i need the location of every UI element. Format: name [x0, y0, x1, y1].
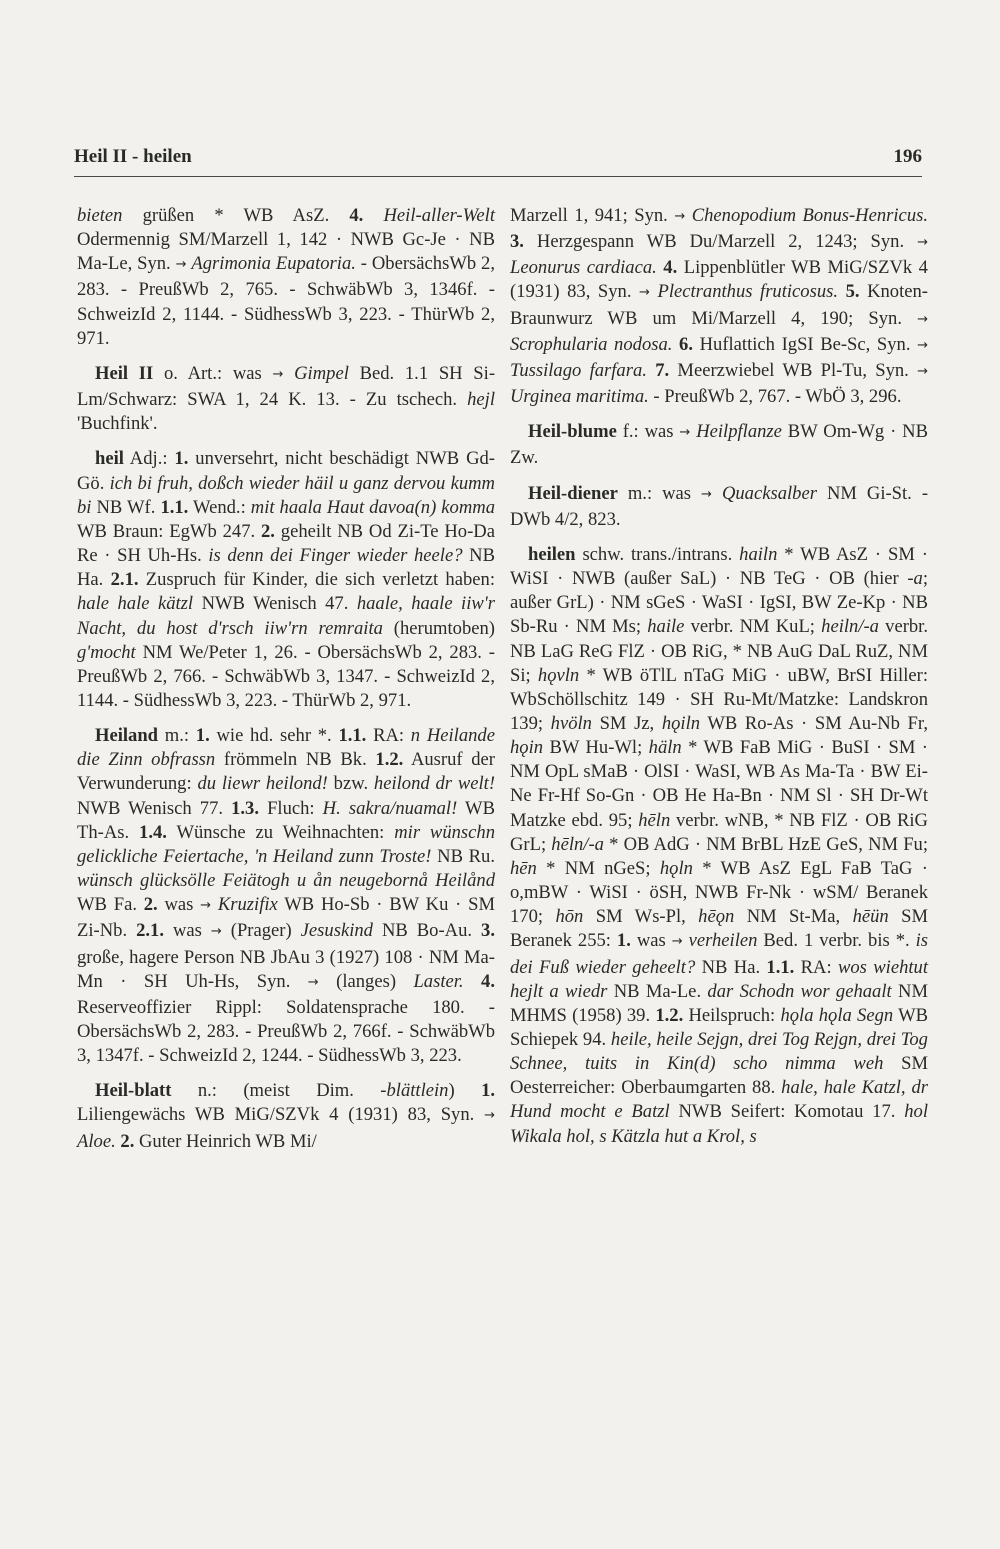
text-span: (langes): [318, 970, 414, 992]
text-span: bieten: [77, 205, 123, 226]
text-span: WB Ho-Sb · BW Ku · SM Zi-Nb.: [77, 894, 495, 942]
text-span: RA:: [794, 956, 838, 978]
text-span: Heilspruch:: [683, 1004, 781, 1026]
arrow-icon: →: [917, 337, 928, 353]
text-span: Odermennig SM/Marzell 1, 142 · NWB Gc-Je · NB Ma-Le, Syn.: [77, 229, 495, 275]
sense-number: 1.4.: [139, 821, 167, 843]
text-span: Leonurus cardiaca.: [510, 257, 657, 279]
text-span: hvöln: [550, 712, 592, 734]
text-span: Wend.:: [188, 496, 251, 518]
sense-number: 1.2.: [655, 1004, 684, 1026]
text-span: Gimpel: [294, 362, 349, 384]
text-span: du liewr heilond!: [197, 773, 328, 795]
text-span: Reserveoffizier Rippl: Soldatensprache 180. - ObersächsWb 2, 283. - PreußWb 2, 766f. - SchwäbWb 3, 1347f. - SchweizId 2, 1244. - SüdhessWb 3, 223.: [77, 996, 495, 1067]
sense-number: 2.: [143, 894, 158, 916]
text-span: WB Schiepek 94.: [510, 1004, 929, 1050]
text-span: unversehrt, nicht beschädigt NWB Gd-Gö.: [77, 448, 495, 494]
text-span: Agrimonia Eupatoria.: [191, 253, 356, 275]
text-span: Bed. 1.1 SH Si-Lm/Schwarz: SWA 1, 24 K. 13. - Zu tschech.: [77, 362, 496, 411]
text-span: haile: [647, 616, 685, 638]
text-span: NB Bo-Au.: [372, 920, 482, 942]
text-span: * OB AdG · NM BrBL HzE GeS, NM Fu;: [603, 833, 928, 855]
lemma: Heil-diener: [528, 482, 618, 504]
asterisk-mark: *: [317, 725, 328, 747]
text-span: frömmeln NB Bk.: [215, 749, 376, 771]
sense-number: 2.1.: [136, 920, 164, 942]
text-span: Heilpflanze: [696, 421, 782, 443]
text-span: Zuspruch für Kinder, die sich verletzt haben:: [138, 569, 495, 591]
text-span: Adj.:: [123, 448, 175, 470]
text-span: Knoten-Braunwurz WB um Mi/Marzell 4, 190; Syn.: [510, 281, 928, 329]
text-span: Marzell 1, 941; Syn.: [510, 205, 675, 226]
text-span: o. Art.: was: [153, 362, 273, 384]
text-span: wünsch glücksölle Feiätogh u ån neugebornå Heilånd: [77, 870, 495, 892]
arrow-icon: →: [671, 934, 683, 950]
sense-number: 1.3.: [231, 797, 259, 819]
text-span: * WB FaB MiG · BuSI · SM · NM OpL sMaB · OlSI · WaSI, WB As Ma-Ta · BW Ei-Ne Fr-Hf So-Gn · OB He Ha-Bn · NM Sl · SH Dr-Wt Matzke ebd. 95;: [510, 737, 929, 831]
sense-number: 1.1.: [338, 725, 367, 747]
text-span: [211, 894, 218, 915]
sense-number: 1.1.: [160, 496, 189, 518]
text-span: NB Wf.: [91, 496, 161, 518]
sense-number: 4.: [481, 970, 495, 992]
lemma: Heil II: [95, 362, 154, 384]
text-span: Wünsche zu Weihnachten:: [166, 821, 395, 843]
text-span: [464, 971, 481, 992]
text-span: schw. trans./intrans.: [575, 543, 740, 565]
sense-number: 1.: [195, 725, 210, 747]
text-span: f.: was: [616, 421, 680, 443]
text-span: hēn: [510, 857, 537, 879]
text-span: NWB Wenisch 77.: [77, 797, 232, 819]
text-span: haale, haale iiw'r Nacht, du host d'rsch iiw'rn remraita: [77, 593, 495, 639]
text-span: .: [327, 725, 339, 747]
text-span: verbr. NB LaG ReG FlZ · OB RiG, * NB AuG DaL RuZ, NM Si;: [510, 616, 928, 686]
entry-heil-i-continued: [77, 204, 495, 351]
text-span: Kruzifix: [217, 894, 278, 916]
running-header: [74, 146, 922, 177]
text-span: is dei Fuß wieder geheelt?: [510, 930, 928, 978]
lemma: Heil-blatt: [95, 1080, 172, 1102]
text-span: BW Om-Wg · NB Zw.: [510, 421, 928, 469]
text-span: H. sakra/nuamal!: [322, 797, 458, 819]
text-span: hale, hale Katzl, dr Hund mocht e Batzl: [510, 1077, 928, 1123]
text-span: hēln: [638, 809, 671, 831]
text-span: hǫiln: [661, 712, 701, 734]
text-span: NB Ru.: [431, 845, 496, 867]
text-span: Huflattich IgSI Be-Sc, Syn.: [692, 333, 918, 355]
text-span: 'Buchfink'.: [77, 413, 158, 435]
asterisk-mark: *: [895, 930, 905, 952]
text-span: mit haala Haut davoa(n) komma: [250, 496, 495, 518]
text-span: hǫln: [659, 857, 693, 879]
text-span: Ausruf der Verwunderung:: [77, 749, 495, 795]
text-span: hejl: [467, 389, 495, 411]
text-span: Liliengewächs WB MiG/SZVk 4 (1931) 83, Syn.: [77, 1104, 485, 1126]
entry-heil-blatt-continued: [510, 204, 928, 409]
text-span: hale hale kätzl: [77, 593, 194, 615]
entry-heil-blume: [510, 420, 928, 470]
text-span: SM Ws-Pl,: [583, 906, 699, 928]
text-span: hǫla hǫla Segn: [780, 1004, 894, 1026]
text-span: Aloe.: [77, 1130, 116, 1152]
arrow-icon: →: [701, 486, 712, 502]
entry-heil-diener: [510, 482, 928, 532]
arrow-icon: →: [917, 235, 928, 251]
sense-number: 2.: [261, 520, 275, 542]
arrow-icon: →: [175, 257, 187, 273]
text-span: hēln/-a: [551, 833, 604, 855]
arrow-icon: →: [917, 311, 928, 327]
sense-number: 7.: [655, 359, 670, 381]
sense-number: 4.: [349, 205, 364, 226]
text-span: geheilt NB Od Zi-Te Ho-Da Re · SH Uh-Hs.: [77, 520, 495, 567]
sense-number: 1.: [616, 930, 631, 952]
text-span: NM We/Peter 1, 26. - ObersächsWb 2, 283. - PreußWb 2, 766. - SchwäbWb 3, 1347. - SchweizId 2, 1144. - SüdhessWb 3, 223. - ThürWb 2, 971.: [77, 641, 495, 711]
text-span: große, hagere Person NB JbAu 3 (1927) 108 · NM Ma-Mn · SH Uh-Hs, Syn.: [77, 946, 495, 992]
lemma: Heil-blume: [528, 421, 617, 443]
text-span: SM Beranek 255:: [510, 906, 928, 952]
text-span: NM MHMS (1958) 39.: [510, 980, 928, 1026]
text-span: hēǫn: [698, 906, 735, 928]
text-span: ; außer GrL) · NM sGeS · WaSI · IgSI, BW Ze-Kp · NB Sb-Ru · NM Ms;: [510, 568, 928, 638]
text-span: heilond dr welt!: [373, 773, 496, 795]
entry-heilen: [510, 543, 928, 1149]
text-span: WB Braun: EgWb 247.: [77, 520, 261, 542]
arrow-icon: →: [674, 209, 686, 224]
text-span: grüßen: [122, 205, 215, 226]
arrow-icon: →: [272, 366, 284, 382]
text-span: -a: [907, 568, 923, 590]
text-span: was: [163, 920, 211, 942]
text-span: BW Hu-Wl;: [543, 737, 649, 759]
lemma: Heiland: [95, 725, 159, 747]
text-span: n.: (meist Dim.: [171, 1080, 381, 1102]
lemma: heilen: [528, 543, 576, 565]
text-span: NM Gi-St. - DWb 4/2, 823.: [510, 482, 929, 530]
sense-number: 1.: [174, 448, 189, 470]
asterisk-mark: *: [214, 205, 224, 226]
sense-number: 3.: [510, 231, 524, 253]
sense-number: 4.: [663, 257, 678, 279]
text-span: WB Ro-As · SM Au-Nb Fr,: [700, 712, 928, 734]
text-span: wos wiehtut hejlt a wiedr: [510, 956, 928, 1002]
text-span: Chenopodium Bonus-Henricus.: [691, 205, 928, 226]
text-span: NB Ma-Le.: [607, 980, 708, 1002]
text-span: NWB Seifert: Komotau 17.: [669, 1101, 905, 1123]
text-span: * WB AsZ EgL FaB TaG · o,mBW · WiSI · öSH, NWB Fr-Nk · wSM/ Beranek 170;: [510, 857, 928, 928]
text-span: Urginea maritima.: [510, 386, 649, 408]
text-span: verbr. wNB, * NB FlZ · OB RiG GrL;: [510, 809, 928, 855]
text-span: Plectranthus fruticosus.: [657, 281, 839, 303]
text-span: n Heilande die Zinn obfrassn: [77, 725, 495, 771]
text-span: was: [157, 894, 201, 916]
text-span: (Prager): [221, 920, 301, 942]
text-span: NB Ha.: [77, 545, 495, 591]
text-span: Meerzwiebel WB Pl-Tu, Syn.: [669, 359, 918, 381]
sense-number: 3.: [481, 920, 495, 942]
text-span: WB AsZ.: [223, 205, 350, 226]
arrow-icon: →: [307, 974, 319, 990]
text-span: - ObersächsWb 2, 283. - PreußWb 2, 765. - SchwäbWb 3, 1346f. - SchweizId 2, 1144. - SüdhessWb 3, 223. - ThürWb 2, 971.: [77, 253, 496, 349]
text-span: heile, heile Sejgn, drei Tog Rejgn, drei Tog Schnee, tuits in Kin(d) scho nimma weh: [510, 1029, 928, 1075]
text-span: Lippenblütler WB MiG/SZVk 4 (1931) 83, Syn.: [510, 257, 928, 303]
text-span: Jesuskind: [300, 920, 373, 942]
text-span: m.:: [158, 725, 196, 747]
text-span: bzw.: [327, 773, 374, 795]
entry-heiland: [77, 724, 495, 1068]
text-span: Quacksalber: [721, 482, 817, 504]
text-span: heiln/-a: [821, 616, 879, 638]
text-span: - PreußWb 2, 767. - WbÖ 3, 296.: [648, 386, 902, 408]
text-span: hēün: [852, 906, 889, 928]
text-span: SM Jz,: [591, 712, 662, 734]
arrow-icon: →: [639, 285, 650, 301]
text-span: hōn: [555, 906, 584, 928]
text-span: is denn dei Finger wieder heele?: [208, 545, 463, 567]
arrow-icon: →: [484, 1108, 495, 1124]
text-span: verbr. NM KuL;: [684, 616, 822, 638]
text-span: NWB Wenisch 47.: [193, 593, 357, 615]
text-span: [283, 363, 294, 384]
sense-number: 1.: [481, 1080, 496, 1102]
text-span: m.: was: [617, 482, 702, 504]
text-span: Guter Heinrich WB Mi/: [134, 1130, 317, 1152]
text-span: [647, 360, 655, 381]
arrow-icon: →: [917, 363, 928, 379]
arrow-icon: →: [200, 898, 212, 914]
text-span: was: [630, 930, 672, 952]
text-span: NM St-Ma,: [734, 906, 853, 928]
sense-number: 5.: [845, 281, 860, 303]
text-span: Laster.: [413, 970, 464, 992]
entry-heil-blatt: [77, 1079, 495, 1153]
text-span: [363, 205, 383, 226]
page-number: 196: [893, 146, 922, 167]
text-span: hǫvln: [537, 664, 580, 686]
running-title: Heil II - heilen: [74, 146, 192, 167]
text-span: Fluch:: [258, 797, 323, 819]
text-span: hailn: [739, 543, 778, 565]
sense-number: 6.: [679, 333, 693, 355]
text-span: RA:: [366, 725, 411, 747]
text-span: Heil-aller-Welt: [383, 205, 495, 226]
entry-heil-ii: [77, 362, 495, 436]
text-span: hol Wikala hol, s Kätzla hut a Krol, s: [510, 1101, 928, 1147]
text-span: g'mocht: [77, 641, 136, 663]
text-span: Tussilago farfara.: [510, 359, 647, 381]
left-column: [77, 204, 495, 1154]
text-span: [712, 483, 722, 504]
sense-number: 2.: [120, 1130, 135, 1152]
text-span: hǫin: [510, 737, 544, 759]
text-span: SM Oesterreicher: Oberbaumgarten 88.: [510, 1053, 928, 1099]
text-span: verheilen: [688, 930, 758, 952]
text-span: Herzgespann WB Du/Marzell 2, 1243; Syn.: [523, 231, 918, 253]
text-span: (herumtoben): [382, 617, 496, 639]
arrow-icon: →: [679, 425, 691, 441]
text-span: * WB AsZ · SM · WiSI · NWB (außer SaL) · NB TeG · OB (hier: [510, 543, 929, 590]
text-span: NB Ha.: [695, 956, 767, 978]
text-span: dar Schodn wor gehaalt: [707, 980, 892, 1002]
text-span: ich bi fruh, doßch wieder häil u ganz dervou kumm bi: [77, 472, 495, 518]
arrow-icon: →: [210, 924, 222, 940]
text-span: WB Fa.: [77, 894, 144, 916]
sense-number: 1.2.: [375, 749, 404, 771]
sense-number: 1.1.: [766, 956, 795, 978]
text-span: * NM nGeS;: [536, 857, 660, 879]
text-span: .: [904, 930, 916, 952]
text-span: -blättlein: [380, 1080, 449, 1102]
text-span: Bed. 1 verbr. bis: [757, 930, 896, 952]
text-span: * WB öTlL nTaG MiG · uBW, BrSI Hiller: WbSchöllschitz 149 · SH Ru-Mt/Matzke: Landskron 139;: [510, 664, 928, 734]
text-span: Scrophularia nodosa.: [510, 333, 673, 355]
text-span: häln: [648, 737, 682, 759]
sense-number: 2.1.: [110, 569, 139, 591]
right-column: [510, 204, 928, 1149]
entry-heil-adj: [77, 447, 495, 713]
text-span: mir wünschn gelickliche Feiertache, 'n Heiland zunn Troste!: [77, 821, 495, 867]
text-span: WB Th-As.: [77, 797, 495, 843]
text-span: wie hd. sehr: [209, 725, 318, 747]
lemma: heil: [95, 448, 124, 470]
text-span: ): [448, 1080, 482, 1102]
text-span: [838, 281, 846, 302]
